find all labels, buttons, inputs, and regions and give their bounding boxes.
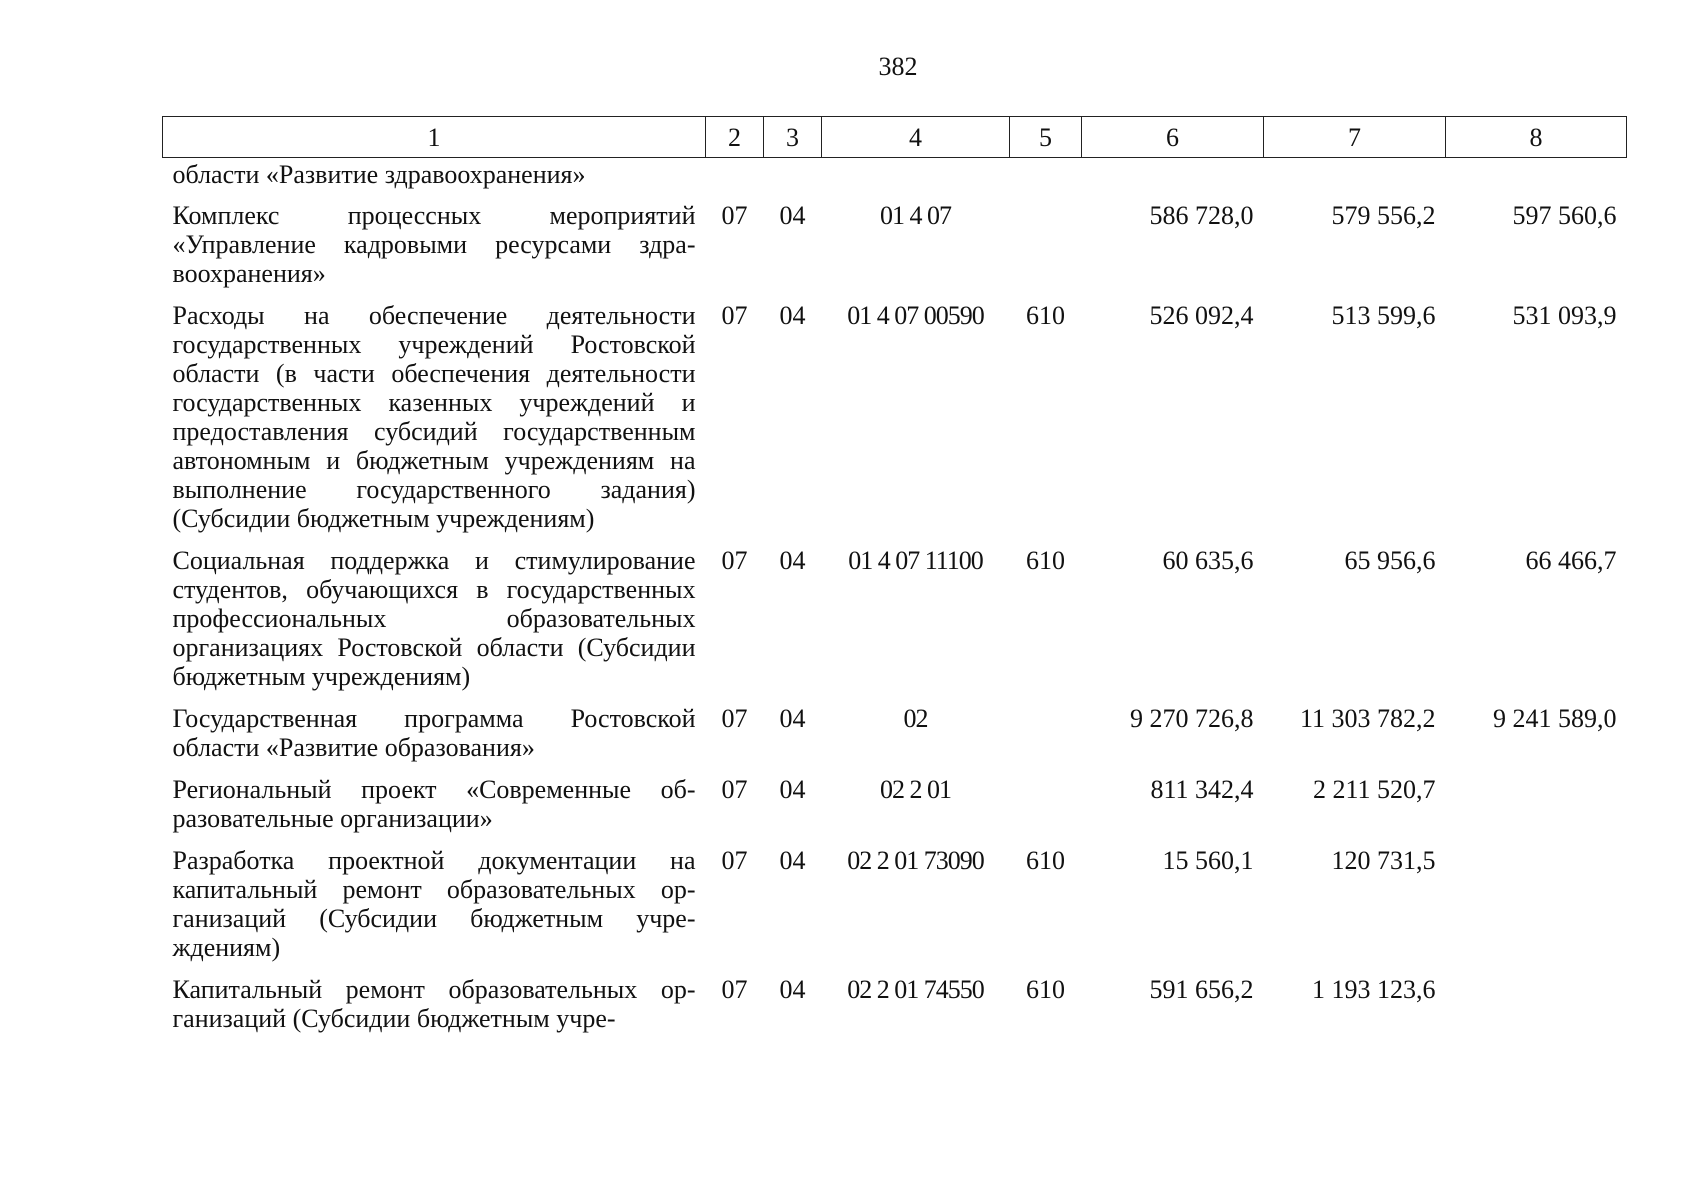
row-value-6: 60 635,6: [1162, 546, 1254, 575]
row-name: Капитальный ремонт образовательных организаций (Субсидии бюджетным учре-: [172, 975, 696, 1033]
row-target-code: [822, 158, 1010, 202]
row-section: 07: [721, 704, 748, 733]
row-expense-type: 610: [1026, 546, 1065, 575]
row-value-6: 591 656,2: [1149, 975, 1254, 1004]
column-header-1: 1: [163, 117, 706, 158]
row-subsection: 04: [779, 704, 806, 733]
column-header-6: 6: [1082, 117, 1264, 158]
row-target-code: 02: [903, 704, 928, 733]
row-value-6: 9 270 726,8: [1130, 704, 1254, 733]
row-value-7: [1264, 158, 1446, 202]
table-header: [163, 117, 1627, 158]
table-row: [163, 301, 1627, 546]
row-value-8: [1446, 975, 1627, 1046]
page-number: 382: [878, 52, 918, 81]
row-section: 07: [721, 775, 748, 804]
row-subsection: 04: [779, 201, 806, 230]
row-subsection: 04: [779, 775, 806, 804]
row-section: [706, 158, 764, 202]
table-row: [163, 846, 1627, 975]
column-header-2: 2: [706, 117, 764, 158]
column-header-5: 5: [1010, 117, 1082, 158]
row-expense-type: [1010, 201, 1082, 301]
row-name: Социальная поддержка и стимулирование студентов, обучающихся в государственных профессиональных образовательных организациях Ростовской области (Субсидии бюджетным учреждениям): [172, 546, 696, 691]
row-target-code: 02 2 01 73090: [847, 846, 984, 875]
row-value-6: 586 728,0: [1149, 201, 1254, 230]
header-row: [163, 117, 1627, 158]
row-name: Государственная программа Ростовской области «Развитие образования»: [172, 704, 696, 762]
column-header-4: 4: [822, 117, 1010, 158]
table-row: [163, 775, 1627, 846]
row-value-8: 531 093,9: [1512, 301, 1617, 330]
row-subsection: 04: [779, 301, 806, 330]
row-expense-type: [1010, 704, 1082, 775]
table-row: [163, 546, 1627, 704]
row-value-6: 15 560,1: [1162, 846, 1254, 875]
row-name: Региональный проект «Современные образовательные организации»: [172, 775, 696, 833]
row-section: 07: [721, 546, 748, 575]
row-expense-type: 610: [1026, 301, 1065, 330]
row-value-7: 2 211 520,7: [1312, 775, 1436, 804]
row-section: 07: [721, 301, 748, 330]
column-header-7: 7: [1264, 117, 1446, 158]
row-value-8: 597 560,6: [1512, 201, 1617, 230]
row-value-8: [1446, 775, 1627, 846]
table-row: [163, 704, 1627, 775]
row-name: Разработка проектной документации на капитальный ремонт образовательных организаций (Субсидии бюджетным учреждениям): [172, 846, 696, 962]
row-name: Комплекс процессных мероприятий «Управление кадровыми ресурсами здравоохранения»: [172, 201, 696, 288]
row-target-code: 01 4 07 00590: [847, 301, 984, 330]
row-value-7: 120 731,5: [1331, 846, 1436, 875]
row-subsection: [764, 158, 822, 202]
row-section: 07: [721, 975, 748, 1004]
row-subsection: 04: [779, 975, 806, 1004]
row-value-8: [1446, 846, 1627, 975]
row-target-code: 01 4 07: [880, 201, 951, 230]
table-body: [163, 158, 1627, 1047]
row-subsection: 04: [779, 546, 806, 575]
row-value-8: 66 466,7: [1525, 546, 1617, 575]
row-target-code: 02 2 01 74550: [847, 975, 984, 1004]
table-row: [163, 201, 1627, 301]
row-target-code: 01 4 07 11100: [848, 546, 983, 575]
row-section: 07: [721, 846, 748, 875]
row-value-7: 11 303 782,2: [1299, 704, 1436, 733]
table-row: [163, 158, 1627, 202]
column-header-3: 3: [764, 117, 822, 158]
row-value-6: [1082, 158, 1264, 202]
row-target-code: 02 2 01: [880, 775, 951, 804]
row-name: Расходы на обеспечение деятельности государственных учреждений Ростовской области (в части обеспечения деятельности государственных казенных учреждений и предоставления субсидий государственным автономным и бюджетным учреждениям на выполнение государственного задания) (Субсидии бюджетным учреждениям): [172, 301, 696, 533]
row-name: области «Развитие здравоохранения»: [172, 160, 586, 189]
row-expense-type: 610: [1026, 975, 1065, 1004]
row-value-7: 579 556,2: [1331, 201, 1436, 230]
row-value-7: 65 956,6: [1344, 546, 1436, 575]
row-value-8: [1446, 158, 1627, 202]
budget-table: [162, 116, 1627, 1046]
row-value-6: 811 342,4: [1150, 775, 1254, 804]
row-value-8: 9 241 589,0: [1493, 704, 1617, 733]
row-section: 07: [721, 201, 748, 230]
row-value-7: 1 193 123,6: [1312, 975, 1436, 1004]
row-subsection: 04: [779, 846, 806, 875]
row-value-7: 513 599,6: [1331, 301, 1436, 330]
row-expense-type: [1010, 775, 1082, 846]
table-row: [163, 975, 1627, 1046]
column-header-8: 8: [1446, 117, 1627, 158]
row-value-6: 526 092,4: [1149, 301, 1254, 330]
row-expense-type: 610: [1026, 846, 1065, 875]
row-expense-type: [1010, 158, 1082, 202]
